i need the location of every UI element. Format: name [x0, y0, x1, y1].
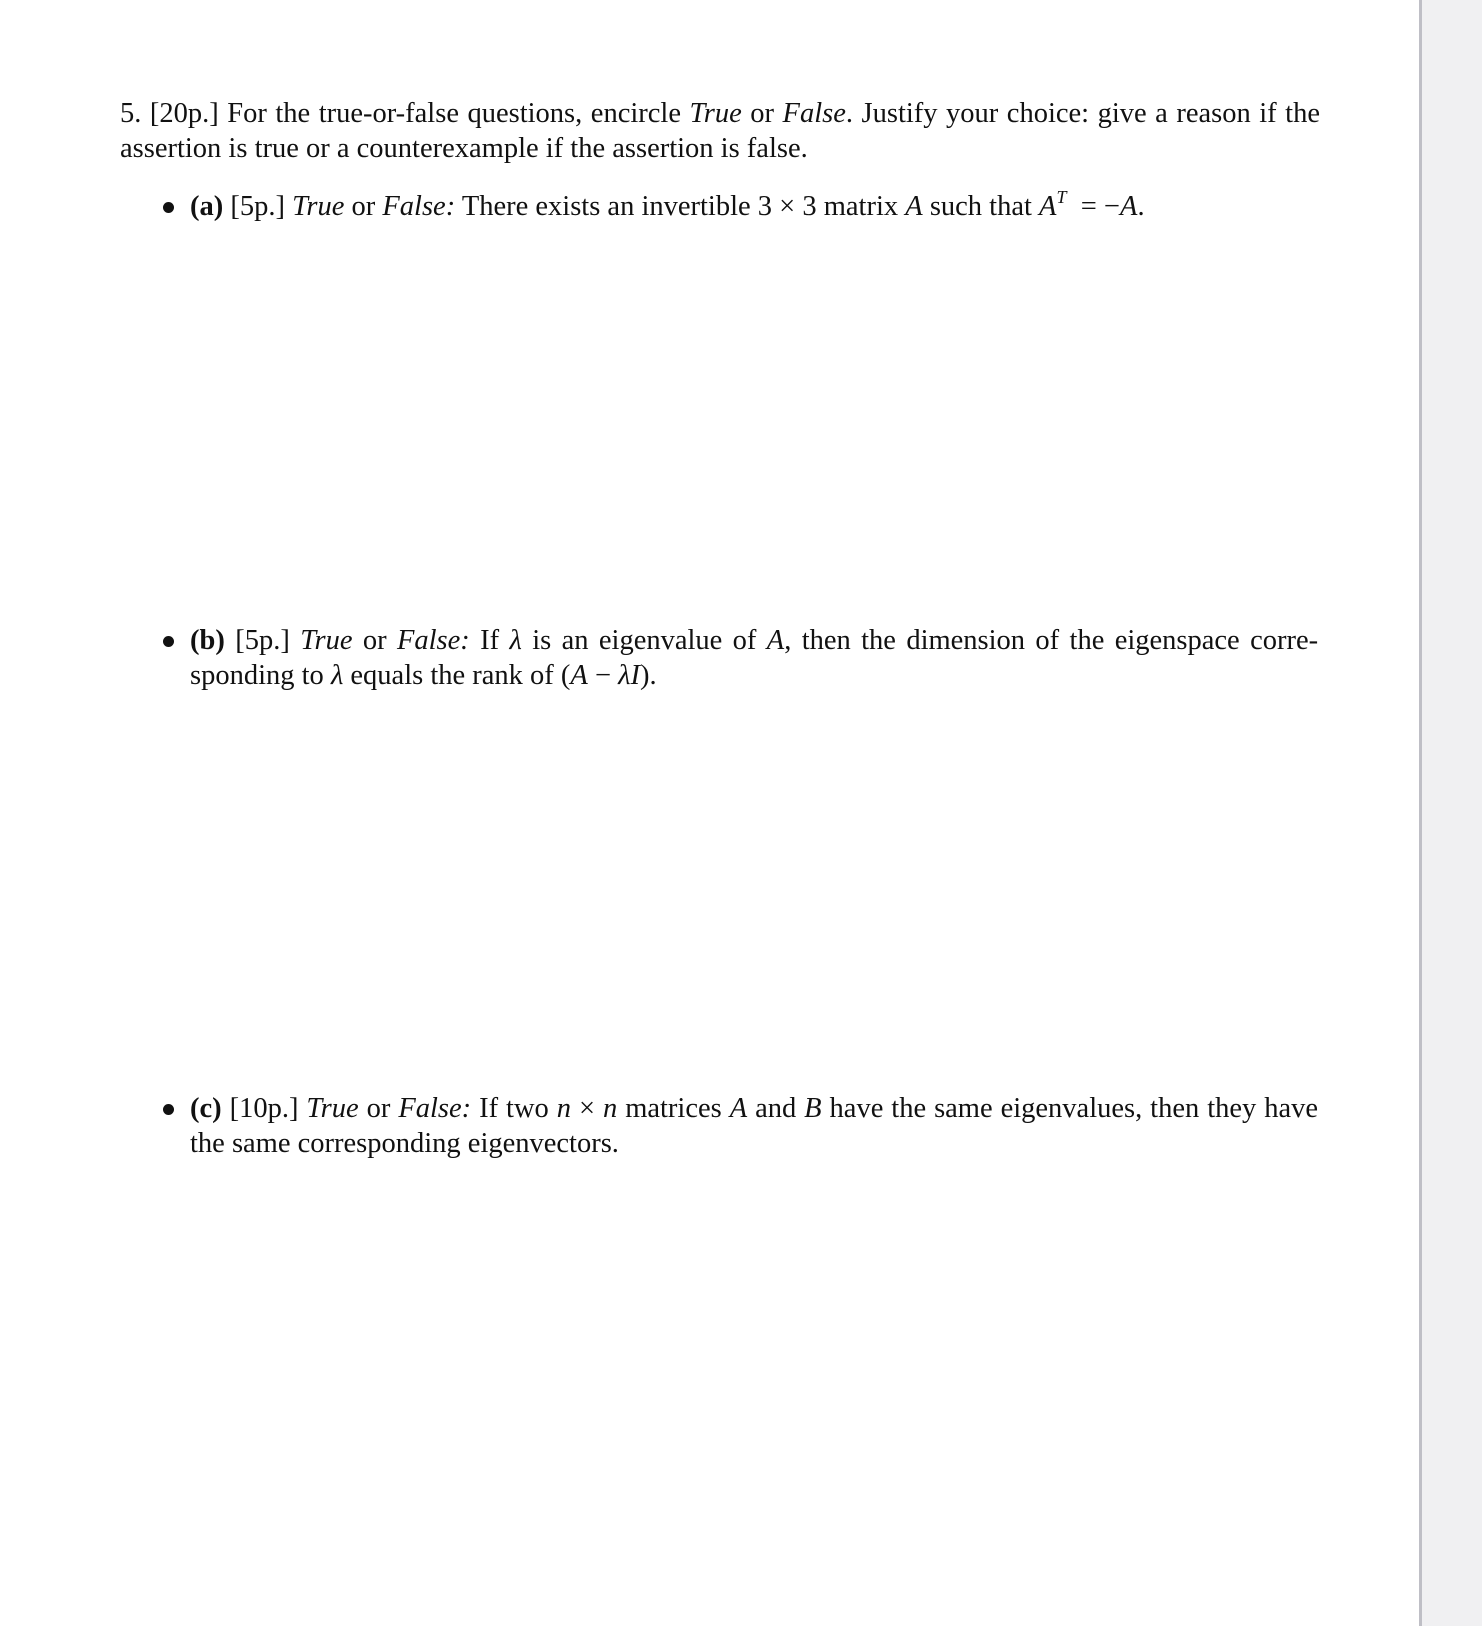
text: or — [366, 1093, 391, 1124]
math: n — [556, 1093, 571, 1124]
true-word: True — [306, 1093, 359, 1124]
question-points: [10p.] — [229, 1093, 299, 1124]
bullet-icon — [163, 636, 174, 647]
false-word: False: — [382, 191, 456, 222]
text: ). — [640, 660, 657, 691]
text: There exists an invertible 3 × 3 matrix — [461, 191, 899, 222]
text: or — [351, 191, 376, 222]
true-word: True — [292, 191, 345, 222]
text: . Justify your choice: give a reason if the assertion is true or a counterexample if the assertion is false. — [120, 98, 1320, 164]
text: If two — [479, 1093, 549, 1124]
math: B — [804, 1093, 822, 1124]
text: = − — [1080, 191, 1121, 222]
text: . — [1137, 191, 1145, 222]
text: is an eigenvalue of — [532, 625, 757, 656]
text: matrices — [625, 1093, 722, 1124]
text: and — [755, 1093, 797, 1124]
math: A — [905, 191, 923, 222]
math: A — [1039, 191, 1057, 222]
text: or — [362, 625, 387, 656]
question-b — [190, 623, 1318, 693]
problem-statement — [120, 96, 1320, 166]
question-label: (b) — [190, 625, 225, 656]
problem-number: 5. — [120, 98, 142, 129]
text: − — [587, 660, 619, 691]
math: λI — [618, 660, 640, 691]
false-word: False — [782, 98, 846, 129]
text: For the true-or-false questions, encircle — [227, 98, 681, 129]
text: have the same eigenvalues, then they have the same corresponding eigenvectors. — [190, 1093, 1319, 1159]
bullet-icon — [163, 1104, 174, 1115]
math: λ — [330, 660, 344, 691]
bullet-icon — [163, 202, 174, 213]
math-superscript: T — [1056, 186, 1067, 207]
question-label: (c) — [190, 1093, 222, 1124]
text: or — [750, 98, 775, 129]
question-a — [190, 186, 1318, 224]
math: A — [766, 625, 785, 656]
math: A — [729, 1093, 748, 1124]
question-points: [5p.] — [230, 191, 285, 222]
text: equals the rank of ( — [350, 660, 571, 691]
true-word: True — [300, 625, 353, 656]
problem-points: [20p.] — [149, 98, 219, 129]
math: λ — [509, 625, 522, 656]
false-word: False: — [396, 625, 470, 656]
false-word: False: — [398, 1093, 472, 1124]
text: , then the dimension of the eigenspace corresponding to — [190, 625, 1319, 691]
math: × — [578, 1093, 596, 1124]
question-label: (a) — [190, 191, 224, 222]
text: If — [480, 625, 500, 656]
text: such that — [929, 191, 1032, 222]
scrollbar-track[interactable] — [1422, 0, 1482, 1626]
math: n — [602, 1093, 618, 1124]
question-points: [5p.] — [235, 625, 290, 656]
question-c — [190, 1091, 1318, 1161]
math: A — [1120, 191, 1138, 222]
true-word: True — [689, 98, 742, 129]
math: A — [570, 660, 588, 691]
